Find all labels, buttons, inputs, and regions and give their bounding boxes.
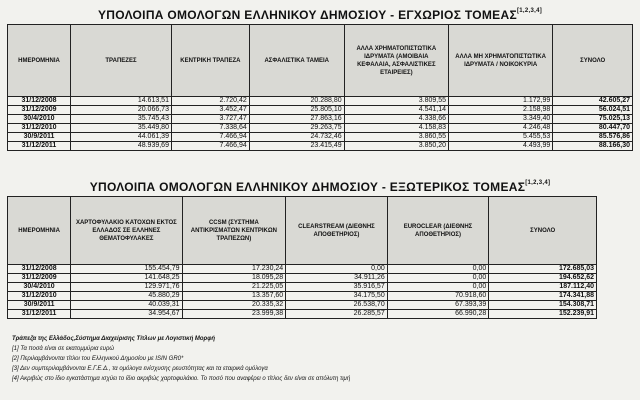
table1-header-1: ΤΡΑΠΕΖΕΣ xyxy=(70,25,171,97)
value-cell: 35.449,80 xyxy=(70,124,171,133)
value-cell: 35.916,57 xyxy=(286,283,388,292)
value-cell: 4.541,14 xyxy=(344,106,448,115)
value-cell: 3.727,47 xyxy=(171,115,249,124)
value-cell: 44.061,39 xyxy=(70,133,171,142)
value-cell: 2.158,98 xyxy=(448,106,552,115)
value-cell: 23.999,38 xyxy=(182,310,286,319)
table1-title xyxy=(0,8,640,22)
date-cell: 31/12/2008 xyxy=(8,97,71,106)
value-cell: 4.246,48 xyxy=(448,124,552,133)
value-cell: 7.466,94 xyxy=(171,142,249,151)
table2-header-1: ΧΑΡΤΟΦΥΛΑΚΙΟ ΚΑΤΟΧΩΝ ΕΚΤΟΣ ΕΛΛΑΔΟΣ ΣΕ ΕΛΛΗΝΕΣ ΘΕΜΑΤΟΦΥΛΑΚΕΣ xyxy=(71,197,182,265)
value-cell: 3.860,55 xyxy=(344,133,448,142)
value-cell: 2.720,42 xyxy=(171,97,249,106)
table2-header-4: EUROCLEAR (ΔΙΕΘΝΗΣ ΑΠΟΘΕΤΗΡΙΟΣ) xyxy=(387,197,489,265)
value-cell: 3.850,20 xyxy=(344,142,448,151)
value-cell: 40.039,31 xyxy=(71,301,182,310)
footnote-2: [2] Περιλαμβάνονται τίτλοι του Ελληνικού Δημοσίου με ISIN GR0* xyxy=(12,356,184,362)
value-cell: 26.538,70 xyxy=(286,301,388,310)
value-cell: 67.393,39 xyxy=(387,301,489,310)
value-cell: 35.745,43 xyxy=(70,115,171,124)
date-cell: 31/12/2008 xyxy=(8,265,71,274)
date-cell: 30/9/2011 xyxy=(8,301,71,310)
table2-header-5: ΣΥΝΟΛΟ xyxy=(489,197,597,265)
value-cell: 7.466,94 xyxy=(171,133,249,142)
value-cell: 48.939,69 xyxy=(70,142,171,151)
value-cell: 129.971,76 xyxy=(71,283,182,292)
footnote-source: Τράπεζα της Ελλάδος,Σύστημα Διαχείρισης Τίτλων με Λογιστική Μορφή xyxy=(12,336,216,342)
footnote-3: [3] Δεν συμπεριλαμβάνονται Ε.Γ.Ε.Δ., τα ομόλογα ενίσχυσης ρευστότητας και τα εταιρικά ομόλογα xyxy=(12,366,268,372)
table1-header-row xyxy=(8,25,633,97)
table-row xyxy=(8,142,633,151)
total-cell: 56.024,51 xyxy=(553,106,633,115)
table-row xyxy=(8,124,633,133)
value-cell: 34.954,67 xyxy=(71,310,182,319)
total-cell: 187.112,40 xyxy=(489,283,597,292)
value-cell: 14.613,51 xyxy=(70,97,171,106)
date-cell: 30/4/2010 xyxy=(8,115,71,124)
table2-body xyxy=(8,265,597,319)
table1-title-sup: [1,2,3,4] xyxy=(516,8,542,14)
table-row xyxy=(8,133,633,142)
value-cell: 45.880,29 xyxy=(71,292,182,301)
value-cell: 20.288,80 xyxy=(249,97,344,106)
value-cell: 7.338,64 xyxy=(171,124,249,133)
value-cell: 13.357,60 xyxy=(182,292,286,301)
date-cell: 31/12/2009 xyxy=(8,106,71,115)
table2-header-0: ΗΜΕΡΟΜΗΝΙΑ xyxy=(8,197,71,265)
table1-header-6: ΣΥΝΟΛΟ xyxy=(553,25,633,97)
date-cell: 30/4/2010 xyxy=(8,283,71,292)
total-cell: 42.605,27 xyxy=(553,97,633,106)
table-row xyxy=(8,115,633,124)
value-cell: 34.911,26 xyxy=(286,274,388,283)
date-cell: 30/9/2011 xyxy=(8,133,71,142)
value-cell: 18.095,28 xyxy=(182,274,286,283)
value-cell: 0,00 xyxy=(387,283,489,292)
value-cell: 17.230,24 xyxy=(182,265,286,274)
date-cell: 31/12/2011 xyxy=(8,310,71,319)
total-cell: 80.447,70 xyxy=(553,124,633,133)
table1-header-3: ΑΣΦΑΛΙΣΤΙΚΑ ΤΑΜΕΙΑ xyxy=(249,25,344,97)
value-cell: 0,00 xyxy=(387,265,489,274)
table-row xyxy=(8,106,633,115)
total-cell: 174.341,88 xyxy=(489,292,597,301)
value-cell: 5.455,53 xyxy=(448,133,552,142)
value-cell: 0,00 xyxy=(286,265,388,274)
total-cell: 85.576,86 xyxy=(553,133,633,142)
footnote-1: [1] Τα ποσά είναι σε εκατομμύρια ευρώ xyxy=(12,346,115,352)
table-row xyxy=(8,301,597,310)
value-cell: 4.493,99 xyxy=(448,142,552,151)
value-cell: 0,00 xyxy=(387,274,489,283)
value-cell: 4.338,66 xyxy=(344,115,448,124)
footnotes xyxy=(12,334,628,384)
table1-header-5: ΑΛΛΑ ΜΗ ΧΡΗΜΑΤΟΠΙΣΤΩΤΙΚΑ ΙΔΡΥΜΑΤΑ / ΝΟΙΚΟΚΥΡΙΑ xyxy=(448,25,552,97)
total-cell: 75.025,13 xyxy=(553,115,633,124)
value-cell: 21.225,05 xyxy=(182,283,286,292)
table2-title xyxy=(0,180,640,194)
value-cell: 23.415,49 xyxy=(249,142,344,151)
table-row xyxy=(8,97,633,106)
total-cell: 194.652,62 xyxy=(489,274,597,283)
table-row xyxy=(8,310,597,319)
value-cell: 3.809,55 xyxy=(344,97,448,106)
table2-title-sup: [1,2,3,4] xyxy=(525,180,551,186)
value-cell: 34.175,50 xyxy=(286,292,388,301)
footnote-4: [4] Ακριβώς στο ίδιο εγκατάστημα ισχύει το ίδιο ακριβώς χαρτοφυλάκιο. Το ποσό που αναφέρει ο τίτλος δεν είναι σε απόλυτη τιμή xyxy=(12,376,351,382)
table2-header-2: CCSM (ΣΥΣΤΗΜΑ ΑΝΤΙΚΡΙΣΜΑΤΩΝ ΚΕΝΤΡΙΚΩΝ ΤΡΑΠΕΖΩΝ) xyxy=(182,197,286,265)
value-cell: 27.863,16 xyxy=(249,115,344,124)
total-cell: 154.308,71 xyxy=(489,301,597,310)
table-row xyxy=(8,265,597,274)
value-cell: 20.335,32 xyxy=(182,301,286,310)
table2-header-3: CLEARSTREAM (ΔΙΕΘΝΗΣ ΑΠΟΘΕΤΗΡΙΟΣ) xyxy=(286,197,388,265)
table1-header-2: ΚΕΝΤΡΙΚΗ ΤΡΑΠΕΖΑ xyxy=(171,25,249,97)
table1-header-0: ΗΜΕΡΟΜΗΝΙΑ xyxy=(8,25,71,97)
value-cell: 3.349,40 xyxy=(448,115,552,124)
value-cell: 1.172,99 xyxy=(448,97,552,106)
value-cell: 70.918,60 xyxy=(387,292,489,301)
value-cell: 29.263,75 xyxy=(249,124,344,133)
table1-title-text: ΥΠΟΛΟΙΠΑ ΟΜΟΛΟΓΩΝ ΕΛΛΗΝΙΚΟΥ ΔΗΜΟΣΙΟΥ - ΕΓΧΩΡΙΟΣ ΤΟΜΕΑΣ xyxy=(97,8,517,22)
table-row xyxy=(8,292,597,301)
domestic-sector-table xyxy=(7,24,633,151)
table1-body xyxy=(8,97,633,151)
table1-header-4: ΑΛΛΑ ΧΡΗΜΑΤΟΠΙΣΤΩΤΙΚΑ ΙΔΡΥΜΑΤΑ (ΑΜΟΙΒΑΙΑ ΚΕΦΑΛΑΙΑ, ΑΣΦΑΛΙΣΤΙΚΕΣ ΕΤΑΙΡΕΙΕΣ) xyxy=(344,25,448,97)
date-cell: 31/12/2009 xyxy=(8,274,71,283)
foreign-sector-table xyxy=(7,196,597,319)
date-cell: 31/12/2010 xyxy=(8,292,71,301)
table-row xyxy=(8,274,597,283)
total-cell: 152.239,91 xyxy=(489,310,597,319)
value-cell: 66.990,28 xyxy=(387,310,489,319)
total-cell: 88.166,30 xyxy=(553,142,633,151)
value-cell: 24.732,46 xyxy=(249,133,344,142)
value-cell: 141.648,25 xyxy=(71,274,182,283)
value-cell: 155.454,79 xyxy=(71,265,182,274)
table-row xyxy=(8,283,597,292)
date-cell: 31/12/2011 xyxy=(8,142,71,151)
value-cell: 20.066,73 xyxy=(70,106,171,115)
total-cell: 172.685,03 xyxy=(489,265,597,274)
table2-title-text: ΥΠΟΛΟΙΠΑ ΟΜΟΛΟΓΩΝ ΕΛΛΗΝΙΚΟΥ ΔΗΜΟΣΙΟΥ - ΕΞΩΤΕΡΙΚΟΣ ΤΟΜΕΑΣ xyxy=(89,180,526,194)
value-cell: 26.285,57 xyxy=(286,310,388,319)
date-cell: 31/12/2010 xyxy=(8,124,71,133)
value-cell: 3.452,47 xyxy=(171,106,249,115)
table2-header-row xyxy=(8,197,597,265)
value-cell: 25.805,10 xyxy=(249,106,344,115)
value-cell: 4.158,83 xyxy=(344,124,448,133)
